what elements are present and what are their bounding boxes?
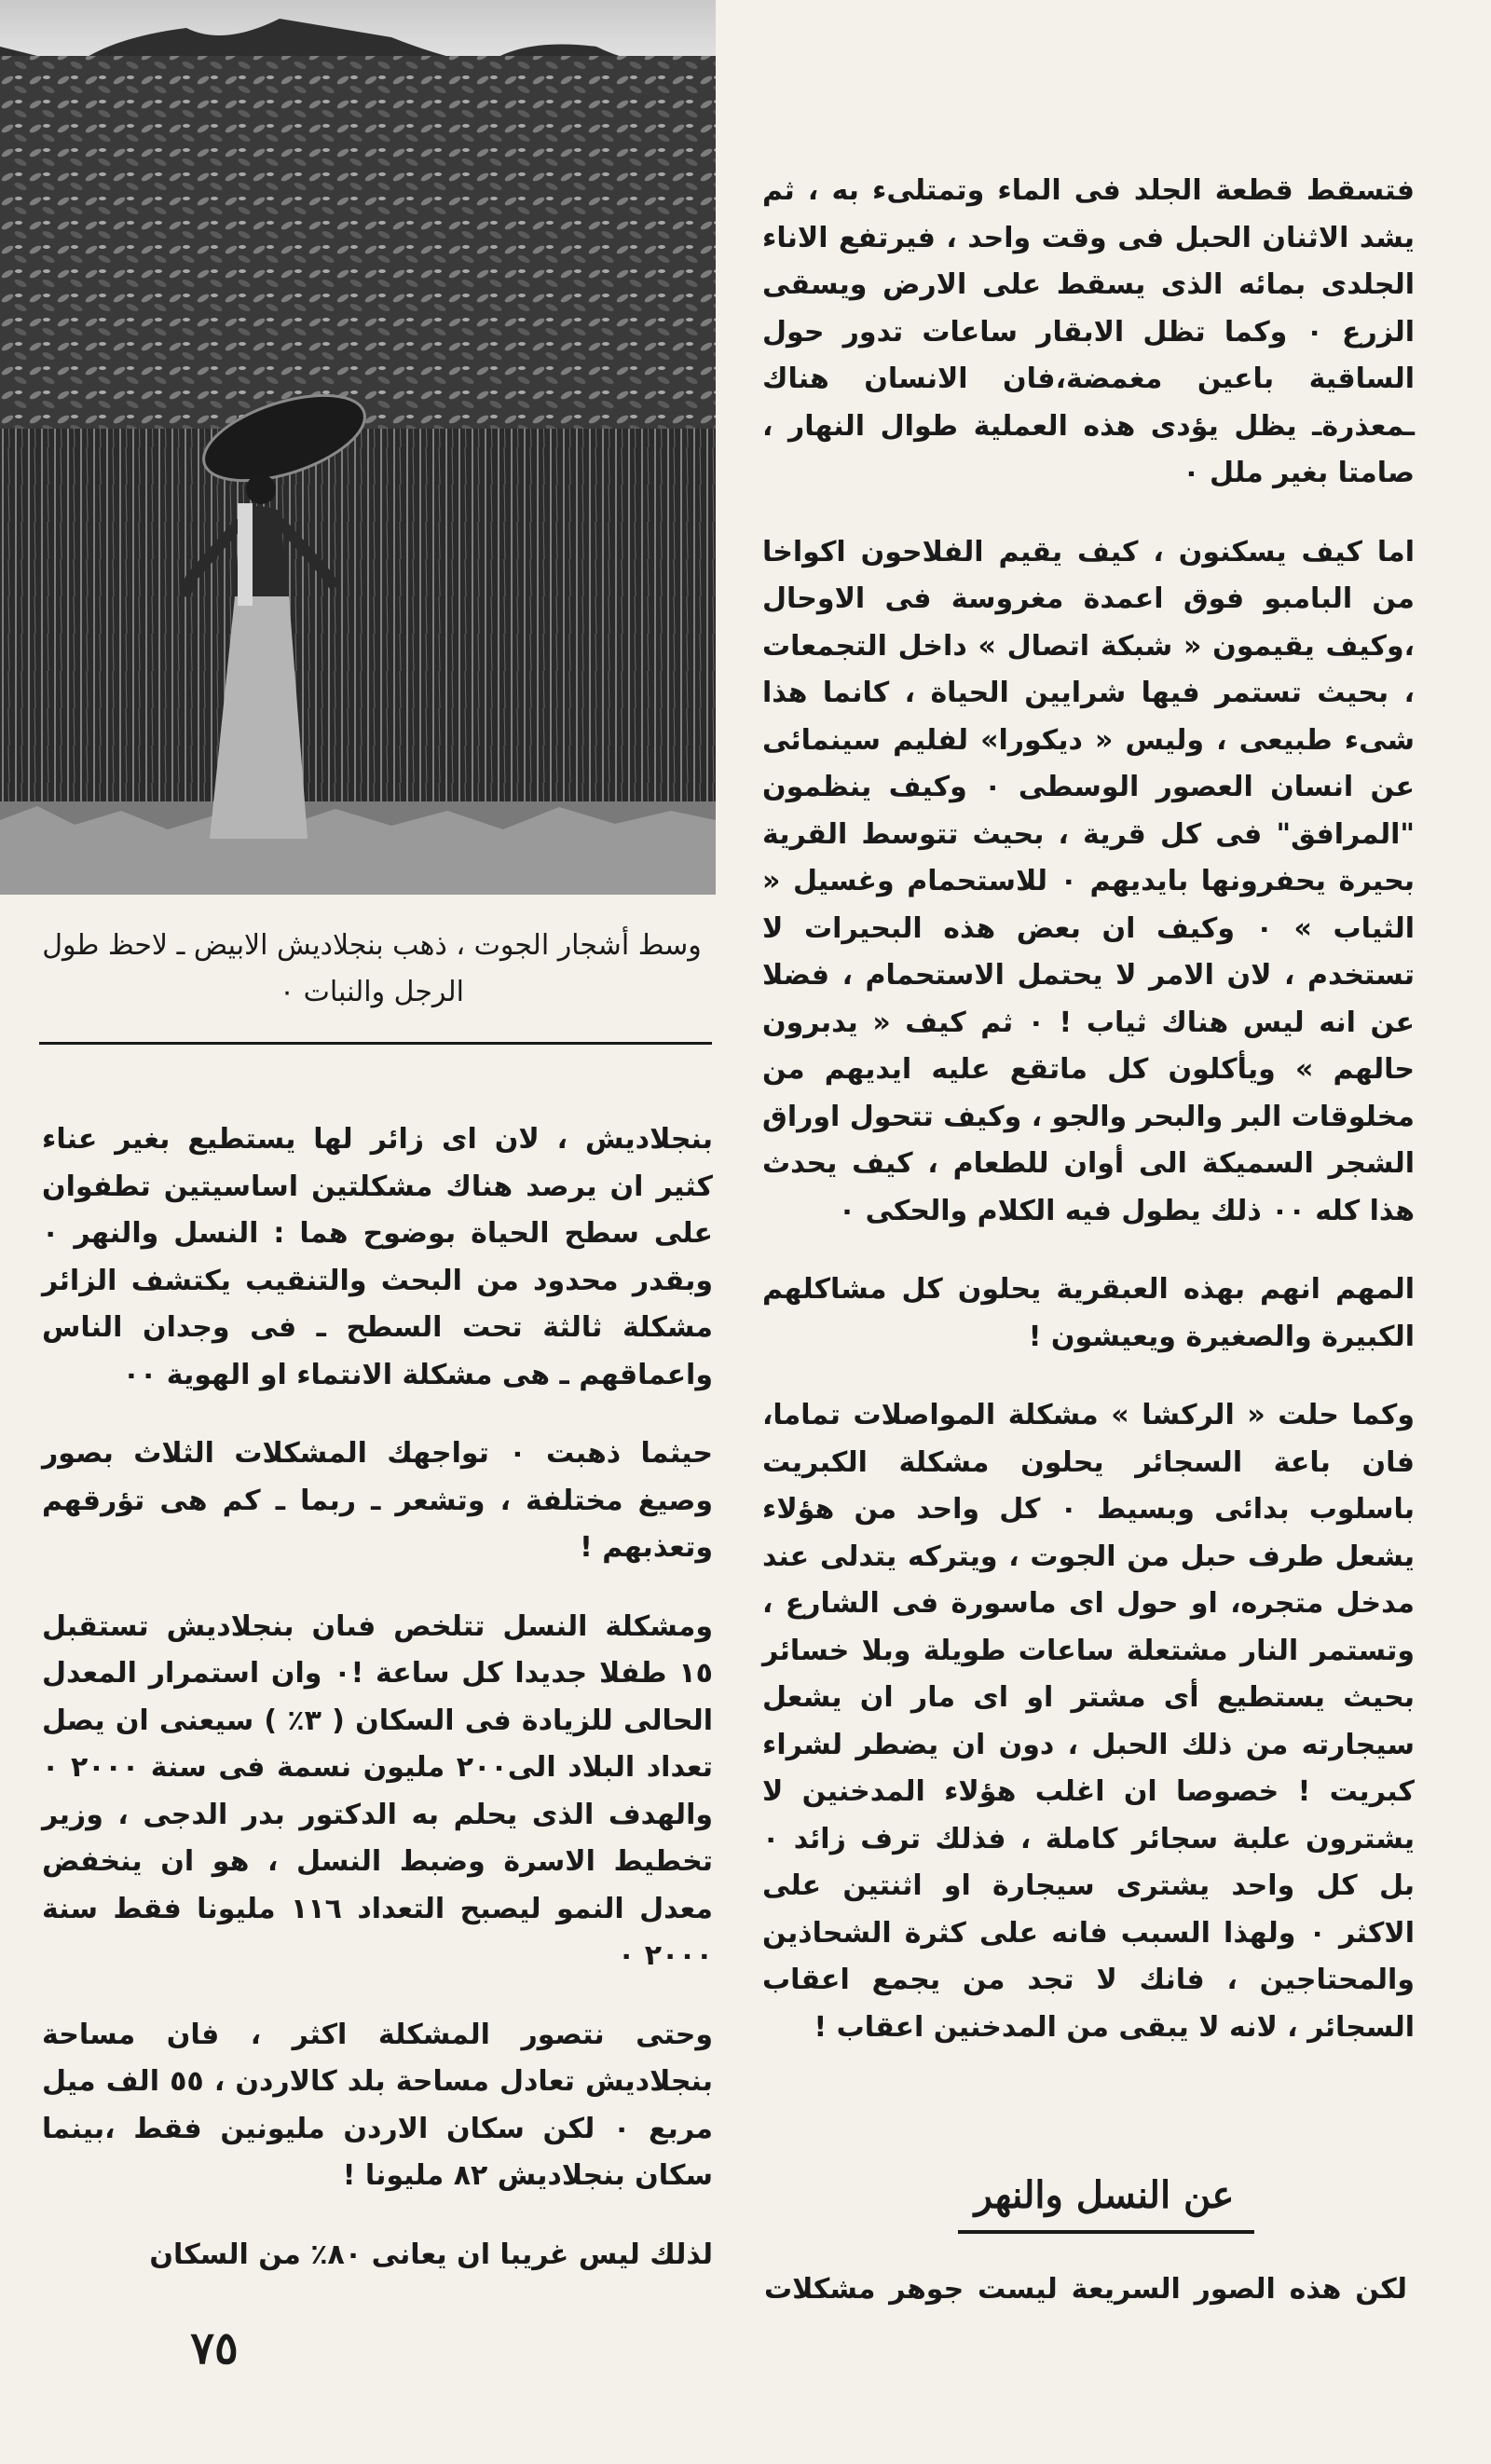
heading-underline <box>958 2230 1254 2234</box>
paragraph: بنجلاديش ، لان اى زائر لها يستطيع بغير عناء كثير ان يرصد هناك مشكلتين اساسيتين تطفوان على سطح الحياة بوضوح هما : النسل والنهر ٠ وبقدر محدود من البحث والتنقيب يكتشف الزائر مشكلة ثالثة تحت السطح ـ فى وجدان الناس واعماقهم ـ هى مشكلة الانتماء او الهوية ٠٠ <box>42 1123 713 1391</box>
caption-divider <box>39 1042 712 1045</box>
photo-caption: وسط أشجار الجوت ، ذهب بنجلاديش الابيض ـ لاحظ طول الرجل والنبات ٠ <box>42 929 702 1008</box>
paragraph: وحتى نتصور المشكلة اكثر ، فان مساحة بنجلاديش تعادل مساحة بلد كالاردن ، ٥٥ الف ميل مربع ٠ لكن سكان الاردن مليونين فقط ،بينما سكان بنجلاديش ٨٢ مليونا ! <box>42 2018 713 2192</box>
left-column <box>42 1116 713 2310</box>
paragraph: لذلك ليس غريبا ان يعانى ٨٠٪ من السكان <box>149 2238 713 2271</box>
paragraph: المهم انهم بهذه العبقرية يحلون كل مشاكلهم الكبيرة والصغيرة ويعيشون ! <box>762 1273 1415 1353</box>
paragraph: اما كيف يسكنون ، كيف يقيم الفلاحون اكواخا من البامبو فوق اعمدة مغروسة فى الاوحال ،وكيف يقيمون « شبكة اتصال » داخل التجمعات ، بحيث تستمر فيها شرايين الحياة ، كانما هذا شىء طبيعى ، وليس « ديكورا» لفليم سينمائى عن انسان العصور الوسطى ٠ وكيف ينظمون "المرافق" فى كل قرية ، بحيث تتوسط القرية بحيرة يحفرونها بايديهم ٠ للاستحمام وغسيل « الثياب » ٠ وكيف ان بعض هذه البحيرات لا تستخدم ، لان الامر لا يحتمل الاستحمام ، فضلا عن انه ليس هناك ثياب ! ٠ ثم كيف « يدبرون حالهم » ويأكلون كل ماتقع عليه ايديهم من مخلوقات البر والبحر والجو ، وكيف تتحول اوراق الشجر السميكة الى أوان للطعام ، كيف يحدث هذا كله ٠٠ ذلك يطول فيه الكلام والحكى ٠ <box>762 535 1415 1227</box>
paragraph: فتسقط قطعة الجلد فى الماء وتمتلىء به ، ثم يشد الاثنان الحبل فى وقت واحد ، فيرتفع الاناء الجلدى بمائه الذى يسقط على الارض ويسقى الزرع ٠ وكما تظل الابقار ساعات تدور حول الساقية باعين مغمضة،فان الانسان هناك ـمعذرةـ يظل يؤدى هذه العملية طوال النهار ، صامتا بغير ملل ٠ <box>762 174 1416 489</box>
right-column <box>762 168 1415 2083</box>
paragraph: حيثما ذهبت ٠ تواجهك المشكلات الثلاث بصور وصيغ مختلفة ، وتشعر ـ ربما ـ كم هى تؤرقهم وتعذبهم ! <box>42 1437 713 1564</box>
page-number: ٧٥ <box>190 2322 239 2375</box>
paragraph: ومشكلة النسل تتلخص فىان بنجلاديش تستقبل ١٥ طفلا جديدا كل ساعة !٠ وان استمرار المعدل الحالى للزيادة فى السكان ( ٣٪ ) سيعنى ان يصل تعداد البلاد الى٢٠٠ مليون نسمة فى سنة ٢٠٠٠ ٠ والهدف الذى يحلم به الدكتور بدر الدجى ، وزير تخطيط الاسرة وضبط النسل ، هو ان ينخفض معدل النمو ليصبح التعداد ١١٦ مليونا فقط سنة ٢٠٠٠ ٠ <box>42 1609 713 1972</box>
section-heading: عن النسل والنهر <box>974 2173 1235 2217</box>
paragraph: وكما حلت « الركشا » مشكلة المواصلات تماما، فان باعة السجائر يحلون مشكلة الكبريت باسلوب بدائى وبسيط ٠ كل واحد من هؤلاء يشعل طرف حبل من الجوت ، ويتركه يتدلى عند مدخل متجره، او حول اى ماسورة فى الشارع ، وتستمر النار مشتعلة ساعات طويلة وبلا خسائر بحيث يستطيع أى مشتر او اى مار ان يشعل سيجارته من ذلك الحبل ، دون ان يضطر لشراء كبريت ! خصوصا ان اغلب هؤلاء المدخنين لا يشترون علبة سجائر كاملة ، فذلك ترف زائد ٠ بل كل واحد يشترى سيجارة او اثنتين على الاكثر ٠ ولهذا السبب فانه على كثرة الشحاذين والمحتاجين ، فانك لا تجد من يجمع اعقاب السجائر ، لانه لا يبقى من المدخنين اعقاب ! <box>762 1399 1416 2044</box>
jute-field-photo <box>0 0 716 895</box>
paragraph-continued: لكن هذه الصور السريعة ليست جوهر مشكلات <box>764 2273 1407 2306</box>
